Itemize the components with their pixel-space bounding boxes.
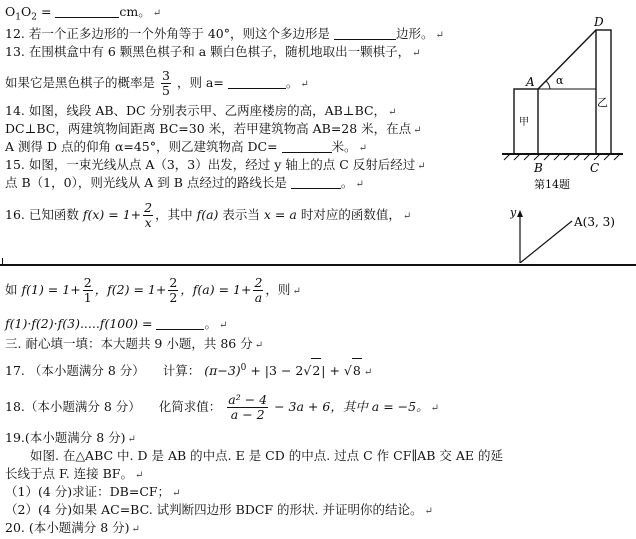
- q16c-line: [5, 316, 227, 334]
- q16b-f1-frac: [83, 276, 93, 305]
- fig14-label-a: A: [526, 75, 535, 89]
- q17-root2: 2: [311, 358, 321, 383]
- q18-den: a − 2: [230, 407, 265, 422]
- q16c-end: 。: [204, 316, 217, 331]
- section-3-heading: [5, 336, 263, 354]
- q14-text3-post: 米。: [331, 139, 357, 154]
- fig14-label-c: C: [590, 161, 600, 175]
- return-mark: ↵: [402, 211, 412, 222]
- q16c-blank[interactable]: [156, 317, 204, 330]
- q16b-f2: ，f(2) = 1+: [94, 282, 167, 297]
- q18-line: [5, 388, 439, 428]
- return-mark: ↵: [152, 8, 162, 19]
- q11-o: O: [5, 4, 16, 19]
- return-mark: ↵: [219, 320, 228, 331]
- q13-fraction: [161, 69, 171, 98]
- fig14-label-jia: 甲: [519, 117, 529, 128]
- q18-calc: 化简求值：: [158, 399, 222, 414]
- return-mark: ↵: [363, 367, 373, 379]
- q15-line1: [5, 157, 426, 175]
- q19-label: 19.(本小题满分 8 分): [5, 430, 126, 445]
- q16b-f1: f(1) = 1+: [21, 282, 81, 297]
- q19-line1: [30, 448, 503, 464]
- q16b-fa: ，f(a) = 1+: [180, 282, 252, 297]
- q19-text2: 长线于点 F. 连接 BF。: [5, 466, 133, 481]
- q17-calc: 计算：: [162, 363, 201, 379]
- q14-line1: [5, 103, 396, 121]
- return-mark: ↵: [413, 125, 422, 136]
- return-mark: ↵: [435, 30, 444, 41]
- q16-mid2: 表示当: [222, 207, 260, 222]
- q19-line2: [5, 466, 143, 484]
- q16b-fa-den: a: [254, 290, 263, 305]
- q17-root8: 8: [352, 358, 362, 383]
- q17-sqrt2: √2: [303, 363, 321, 378]
- q11-line: [5, 4, 161, 26]
- q13-text: 13. 在围棋盒中有 6 颗黑色棋子和 a 颗白色棋子，随机地取出一颗棋子，: [5, 44, 411, 59]
- fig14-caption: 第14题: [534, 178, 570, 191]
- q13-line2: [5, 66, 309, 102]
- q13-blank[interactable]: [228, 76, 286, 89]
- return-mark: ↵: [430, 403, 439, 414]
- q19-part1-text: （1）(4 分)求证：DB=CF；: [5, 484, 171, 499]
- q16-frac-num: 2: [144, 200, 153, 215]
- q17-label: 17. （本小题满分 8 分）: [5, 363, 145, 379]
- q13-frac-num: 3: [162, 68, 170, 83]
- q17-exp0: 0: [240, 363, 247, 373]
- q19-text1: 如图. 在△ABC 中. D 是 AB 的中点. E 是 CD 的中点. 过点 C 作 CF∥AB 交 AE 的延: [30, 448, 503, 463]
- q15-text2-post: 。: [340, 175, 354, 190]
- fig15-ray: [520, 221, 572, 263]
- fig14-sightline-AD: [538, 30, 596, 89]
- q17-line: [5, 356, 372, 385]
- q13-text-post: ，则 a=: [176, 75, 224, 90]
- q16-xa: x = a: [263, 207, 297, 222]
- q19-part1: [5, 484, 180, 502]
- return-mark: ↵: [388, 107, 397, 118]
- q14-line2: [5, 121, 422, 139]
- return-mark: ↵: [358, 143, 367, 154]
- q12-text: 12. 若一个正多边形的一个外角等于 40°，则这个多边形是: [5, 26, 330, 41]
- fig14-label-yi: 乙: [597, 96, 608, 109]
- q20-label: 20. (本小题满分 8 分): [5, 520, 130, 535]
- q17-expr-c: | +: [321, 363, 344, 379]
- q16-func: f(x) = 1+: [82, 207, 142, 222]
- figure-14: [498, 14, 628, 192]
- q16-pre: 16. 已知函数: [5, 207, 79, 222]
- q16-frac-den: x: [144, 215, 152, 230]
- q14-blank[interactable]: [282, 140, 332, 153]
- q18-fraction: [227, 393, 268, 422]
- q14-text3: A 测得 D 点的仰角 α=45°，则乙建筑物高 DC=: [5, 139, 278, 154]
- return-mark: ↵: [355, 179, 364, 190]
- fig14-label-b: B: [534, 161, 543, 175]
- q16-mid: ，其中: [155, 207, 193, 222]
- q11-blank[interactable]: [55, 5, 119, 18]
- return-mark: ↵: [424, 506, 433, 517]
- q16b-f1-num: 2: [83, 275, 92, 290]
- q16b-f1-den: 1: [83, 290, 92, 305]
- q12-blank[interactable]: [334, 27, 396, 40]
- q19-part2-text: （2）(4 分)如果 AC=BC. 试判断四边形 BDCF 的形状. 并证明你的结论。: [5, 502, 423, 517]
- q15-text1: 15. 如图，一束光线从点 A（3，3）出发，经过 y 轴上的点 C 反射后经过: [5, 157, 416, 172]
- q16b-f2-num: 2: [169, 275, 178, 290]
- fig14-label-alpha: α: [556, 74, 564, 87]
- q16b-fa-frac: [253, 276, 263, 305]
- q12-suffix: 边形。: [395, 26, 434, 41]
- q16-fa: f(a): [196, 207, 219, 222]
- q19-part2: [5, 502, 433, 520]
- return-mark: ↵: [134, 470, 144, 481]
- q14-text1: 14. 如图，线段 AB、DC 分别表示甲、乙两座楼房的高，AB⊥BC，: [5, 103, 387, 118]
- q16b-f2-den: 2: [169, 290, 178, 305]
- fig14-label-d: D: [594, 15, 604, 29]
- q16b-pre: 如: [5, 282, 18, 297]
- q16c-expr: f(1)·f(2)·f(3).....f(100) =: [5, 316, 153, 331]
- q11-sub2: 2: [31, 12, 37, 23]
- fig15-y-arrow: [517, 210, 523, 217]
- return-mark: ↵: [292, 286, 301, 297]
- return-mark: ↵: [412, 48, 421, 59]
- return-mark: ↵: [131, 524, 140, 535]
- return-mark: ↵: [300, 79, 309, 90]
- q14-text2: DC⊥BC，两建筑物间距离 BC=30 米，若甲建筑物高 AB=28 米，在点: [5, 121, 412, 136]
- q13-end: 。: [285, 75, 299, 90]
- return-mark: ↵: [417, 161, 426, 172]
- q16b-f2-frac: [168, 276, 178, 305]
- fig14-building-yi: [596, 30, 611, 154]
- figure-15: [510, 207, 634, 263]
- section-3-text: 三. 耐心填一填：本大题共 9 小题，共 86 分: [5, 336, 253, 351]
- return-mark: ↵: [172, 488, 181, 499]
- q13-text-pre: 如果它是黑色棋子的概率是: [5, 75, 156, 90]
- q15-line2: [5, 175, 364, 193]
- q16b-post: ，则: [265, 282, 291, 297]
- q16b-line: [5, 272, 301, 310]
- fig15-label-y: y: [510, 207, 517, 219]
- q14-line3: [5, 139, 367, 157]
- q17-expr-b: + |3 − 2: [246, 363, 304, 379]
- fig15-label-a: A(3, 3): [574, 215, 615, 229]
- q18-num: a² − 4: [228, 392, 268, 407]
- q16-line: [5, 198, 411, 234]
- q18-label: 18.（本小题满分 8 分）: [5, 399, 141, 414]
- q17-sqrt8: √8: [344, 363, 362, 378]
- q15-blank[interactable]: [291, 176, 341, 189]
- q12-line: [5, 26, 444, 44]
- q16b-fa-num: 2: [254, 275, 263, 290]
- q17-expr-a: (π−3): [204, 363, 241, 379]
- q15-text2: 点 B（1，0），则光线从 A 到 B 点经过的路线长是: [5, 175, 287, 190]
- q16-fraction: [143, 201, 153, 230]
- q11-sub1: 1: [15, 12, 21, 23]
- q19-label-line: [5, 430, 136, 448]
- q16-post: 时对应的函数值，: [300, 207, 401, 222]
- q18-rest: − 3a + 6，其中 a = −5。: [274, 399, 429, 414]
- q11-o2: O: [20, 4, 32, 19]
- q13-line1: [5, 44, 421, 62]
- return-mark: ↵: [127, 434, 136, 445]
- q11-unit: cm。: [119, 4, 151, 19]
- fig14-angle-arc: [546, 81, 550, 89]
- separator-tick: [2, 258, 3, 266]
- q11-eq: =: [36, 4, 52, 19]
- page-separator: [0, 264, 636, 266]
- q20-line: [5, 520, 140, 538]
- return-mark: ↵: [254, 340, 264, 351]
- q13-frac-den: 5: [162, 83, 170, 98]
